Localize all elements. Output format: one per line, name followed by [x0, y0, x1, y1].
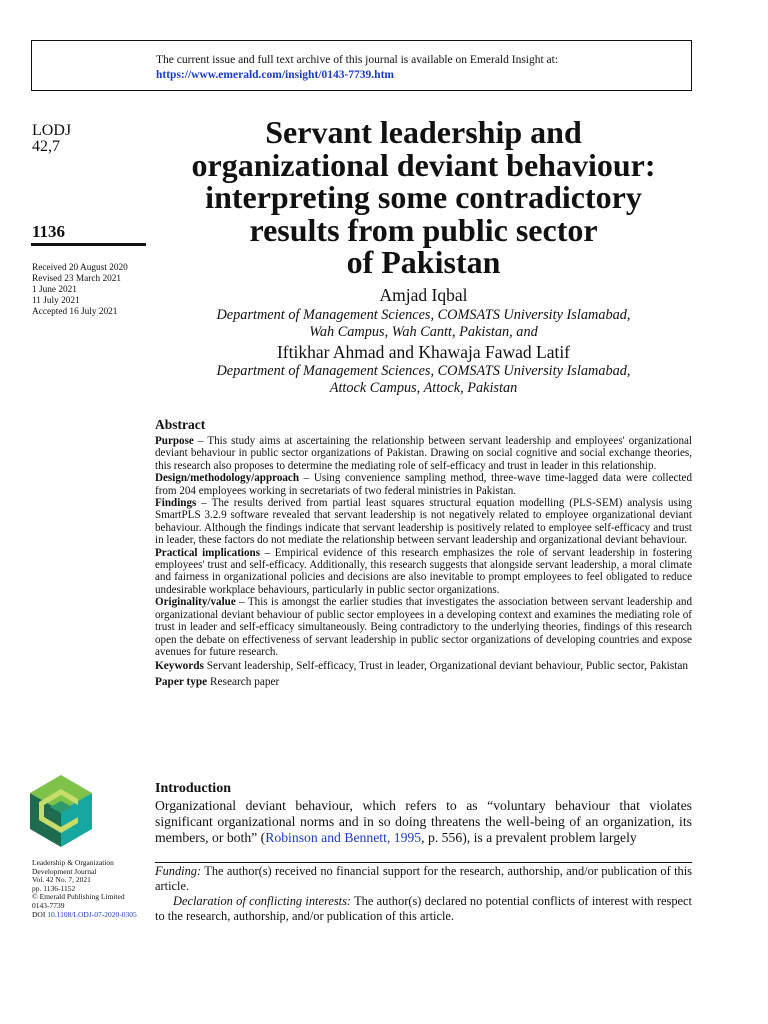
title-line: organizational deviant behaviour:	[191, 146, 656, 183]
design-label: Design/methodology/approach	[155, 472, 300, 485]
originality-text: – This is amongst the earlier studies that investigates the association between servant leadership and organizational deviant behaviour of public sector employees in a developing context and examines the mediating role of trust in leader and self-efficacy simultaneously. Being contradictory to the underlying theories, findings of this research open the debate on effectiveness of servant leadership in public sector organizations of developing countries and expose avenues for future research.	[155, 596, 692, 658]
journal-notice-box	[31, 40, 692, 91]
doi-label: DOI	[32, 909, 46, 919]
footnotes	[155, 864, 692, 923]
keywords-label: Keywords	[155, 660, 204, 673]
author-1: Amjad Iqbal	[379, 285, 468, 305]
purpose-text: – This study aims at ascertaining the relationship between servant leadership and employees' organizational deviant behaviour in public sector organizations of Pakistan. Drawing on social cognitive and social exchange theories, this research also proposes to determine the mediating role of self-efficacy and trust in leader in this relationship.	[155, 435, 692, 472]
received-date: Received 20 August 2020	[32, 263, 128, 273]
publication-info	[32, 859, 137, 919]
article-title	[155, 116, 692, 279]
affiliation-line: Attock Campus, Attock, Pakistan	[329, 380, 518, 396]
title-line: results from public sector	[249, 211, 598, 248]
title-line: of Pakistan	[346, 244, 501, 280]
journal-abbreviation: LODJ	[32, 122, 72, 139]
volume-info: Vol. 42 No. 7, 2021	[32, 875, 91, 885]
title-line: Servant leadership and	[265, 114, 582, 150]
originality-label: Originality/value	[155, 596, 236, 609]
abstract-findings	[155, 497, 692, 547]
doi-link[interactable]: 10.1108/LODJ-07-2020-0305	[47, 909, 137, 919]
affiliation-1	[155, 307, 692, 341]
title-line: interpreting some contradictory	[205, 179, 642, 215]
journal-name-line1: Leadership & Organization	[32, 858, 114, 867]
article-history-dates	[32, 263, 128, 318]
accepted-date: Accepted 16 July 2021	[32, 307, 118, 317]
findings-label: Findings	[155, 497, 197, 510]
abstract-heading: Abstract	[155, 417, 206, 432]
funding-label: Funding:	[155, 864, 202, 878]
page-number: 1136	[32, 222, 66, 241]
notice-text: The current issue and full text archive of this journal is available on Emerald Insight at:	[156, 54, 559, 66]
abstract-body	[155, 435, 692, 689]
doi-line	[32, 911, 137, 920]
affiliation-line: Department of Management Sciences, COMSATS University Islamabad,	[216, 363, 631, 379]
emerald-publishing-logo	[30, 775, 92, 847]
citation-link[interactable]: Robinson and Bennett, 1995	[265, 830, 422, 845]
abstract-purpose	[155, 435, 692, 472]
conflicts-label: Declaration of conflicting interests:	[173, 894, 352, 908]
journal-code	[32, 123, 71, 155]
abstract-design	[155, 472, 692, 497]
abstract-practical	[155, 547, 692, 597]
funding-note	[155, 864, 692, 893]
page-number-rule	[31, 243, 146, 246]
practical-text: – Empirical evidence of this research emphasizes the role of servant leadership in fostering employees' trust and self-efficacy. Additionally, this research suggests that alongside servant leadership, a moral climate and fairness in organizational policies and decisions are also inevitable to prompt employees to feel obligated to reduce undesirable workplace behaviours, particularly in public sector organizations.	[155, 546, 692, 596]
abstract-originality	[155, 596, 692, 658]
conflicts-text: The author(s) declared no potential conflicts of interest with respect to the research, authorship, and/or publication of this article.	[155, 894, 692, 923]
keywords-text: Servant leadership, Self-efficacy, Trust in leader, Organizational deviant behaviour, Public sector, Pakistan	[203, 660, 689, 673]
journal-archive-link[interactable]: https://www.emerald.com/insight/0143-7739.htm	[156, 69, 394, 81]
revised-date: 1 June 2021	[32, 285, 77, 295]
introduction-paragraph	[155, 798, 692, 846]
footnote-rule	[155, 862, 692, 863]
conflicts-note	[155, 894, 692, 923]
revised-date: 11 July 2021	[32, 296, 80, 306]
purpose-label: Purpose	[155, 435, 194, 447]
practical-label: Practical implications	[155, 546, 261, 559]
journal-name-line2: Development Journal	[32, 866, 97, 876]
intro-text-before: Organizational deviant behaviour, which refers to as “voluntary behaviour that violates significant organizational norms and in so doing threatens the well-being of an organization, its members, or both” (	[155, 798, 692, 845]
affiliation-line: Wah Campus, Wah Cantt, Pakistan, and	[309, 324, 538, 340]
funding-text: The author(s) received no financial support for the research, authorship, and/or publication of this article.	[155, 864, 692, 893]
revised-date: Revised 23 March 2021	[32, 274, 122, 284]
design-text: – Using convenience sampling method, three-wave time-lagged data were collected from 204 employees working in secretariats of two federal ministries in Pakistan.	[155, 472, 692, 497]
findings-text: – The results derived from partial least squares structural equation modelling (PLS-SEM) analysis using SmartPLS 3.2.9 software revealed that servant leadership is not negatively related to employee organizational deviant behaviour. Although the findings indicate that servant leadership is positively related to employee self-efficacy and trust in leader, these factors do not mediate the relationship between servant leadership and organizational deviant behaviour.	[155, 497, 692, 547]
paper-type-text: Research paper	[207, 676, 280, 689]
intro-text-after: , p. 556), is a prevalent problem largely	[421, 830, 637, 845]
volume-issue: 42,7	[32, 138, 60, 155]
introduction-heading: Introduction	[155, 781, 231, 796]
author-2: Iftikhar Ahmad and Khawaja Fawad Latif	[276, 342, 571, 362]
copyright: © Emerald Publishing Limited	[32, 892, 125, 902]
issn: 0143-7739	[32, 900, 65, 910]
affiliation-line: Department of Management Sciences, COMSATS University Islamabad,	[216, 307, 631, 323]
abstract-keywords	[155, 659, 692, 673]
abstract-paper-type	[155, 675, 692, 689]
affiliation-2	[155, 363, 692, 397]
paper-type-label: Paper type	[155, 676, 208, 689]
page-range: pp. 1136-1152	[32, 883, 76, 893]
